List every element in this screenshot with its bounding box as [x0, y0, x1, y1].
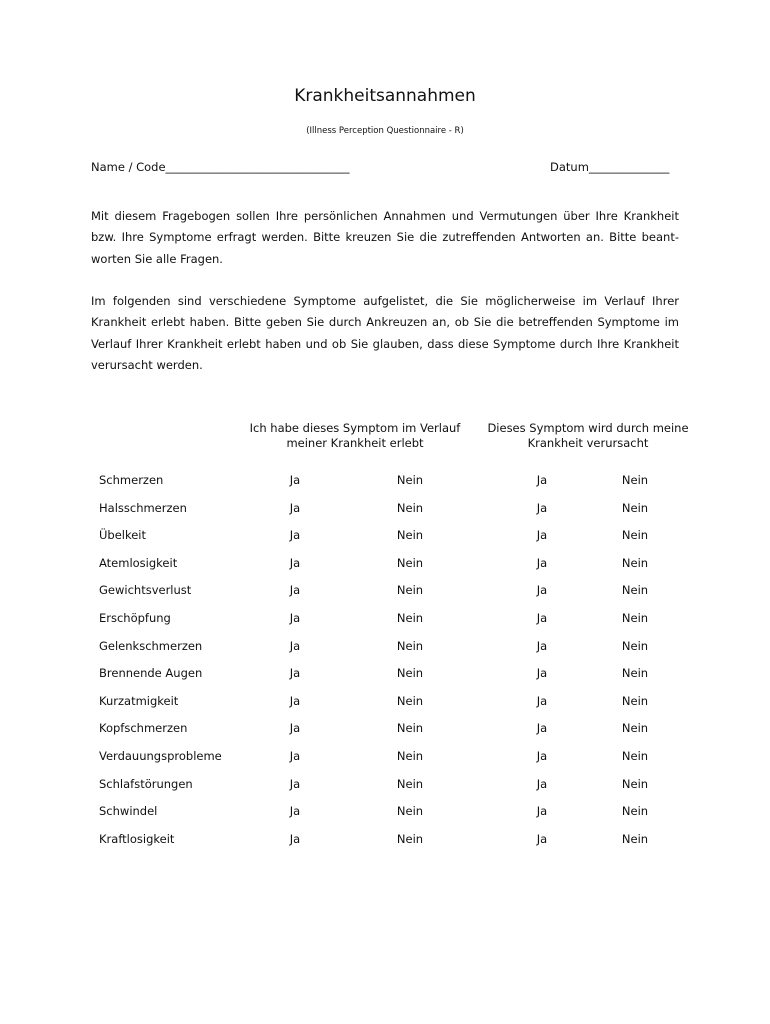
caused-by-illness-column-header: Dieses Symptom wird durch meine Krankheit verursacht: [487, 421, 689, 450]
caused-no-option[interactable]: Nein: [621, 693, 649, 708]
symptom-label: Gelenkschmerzen: [99, 638, 203, 653]
experienced-yes-option[interactable]: Ja: [289, 666, 301, 681]
table-row: [0, 501, 770, 521]
table-row: [0, 556, 770, 576]
experienced-no-option[interactable]: Nein: [396, 555, 424, 570]
instructions-paragraph: Im folgenden sind verschiedene Symptome aufgelistet, die Sie möglicherweise im Verlauf Ihrer Krankheit erlebt haben. Bitte geben Sie durch Ankreuzen an, ob Sie die betreffenden Symptome im Verlauf Ihrer Krankheit erlebt haben und ob Sie glauben, dass diese Symptome durch Ihre Krankheit verursacht werden.: [91, 294, 679, 372]
symptom-label: Kurzatmigkeit: [99, 693, 179, 708]
experienced-no-option[interactable]: Nein: [396, 500, 424, 515]
caused-yes-option[interactable]: Ja: [536, 473, 548, 487]
experienced-yes-option[interactable]: Ja: [289, 500, 301, 515]
experienced-no-option[interactable]: Nein: [396, 638, 424, 653]
symptom-label: Übelkeit: [99, 528, 147, 543]
caused-yes-option[interactable]: Ja: [536, 693, 548, 708]
symptom-label: Atemlosigkeit: [99, 555, 178, 570]
caused-yes-option[interactable]: Ja: [536, 583, 548, 598]
caused-yes-option[interactable]: Ja: [536, 638, 548, 653]
experienced-no-option[interactable]: Nein: [396, 721, 424, 736]
experienced-no-option[interactable]: Nein: [396, 666, 424, 681]
caused-yes-option[interactable]: Ja: [536, 528, 548, 543]
caused-yes-option[interactable]: Ja: [536, 611, 548, 625]
caused-yes-option[interactable]: Ja: [536, 804, 548, 819]
experienced-no-option[interactable]: Nein: [396, 804, 424, 819]
table-row: [0, 721, 770, 741]
experienced-no-option[interactable]: Nein: [396, 528, 424, 543]
experienced-yes-option[interactable]: Ja: [289, 583, 301, 598]
experienced-yes-option[interactable]: Ja: [289, 611, 301, 625]
experienced-no-option[interactable]: Nein: [396, 583, 424, 598]
symptom-label: Erschöpfung: [99, 611, 171, 625]
experienced-no-option[interactable]: Nein: [396, 831, 424, 846]
experienced-yes-option[interactable]: Ja: [289, 831, 301, 846]
table-row: [0, 749, 770, 769]
experienced-yes-option[interactable]: Ja: [289, 528, 301, 543]
caused-no-option[interactable]: Nein: [621, 776, 649, 791]
caused-yes-option[interactable]: Ja: [536, 666, 548, 681]
experienced-yes-option[interactable]: Ja: [289, 555, 301, 570]
experienced-yes-option[interactable]: Ja: [289, 693, 301, 708]
date-field[interactable]: Datum______________: [550, 160, 670, 174]
table-row: [0, 666, 770, 686]
caused-yes-option[interactable]: Ja: [536, 831, 548, 846]
intro-paragraph: Mit diesem Fragebogen sollen Ihre persönlichen Annahmen und Vermutungen über Ihre Krankheit bzw. Ihre Symptome erfragt werden. Bitte kreuzen Sie die zutreffenden Antworten an. Bitte beant-worten Sie alle Fragen.: [91, 209, 679, 266]
caused-yes-option[interactable]: Ja: [536, 555, 548, 570]
experienced-yes-option[interactable]: Ja: [289, 804, 301, 819]
document-title: Krankheitsannahmen: [294, 86, 476, 106]
document-subtitle: (Illness Perception Questionnaire - R): [306, 126, 464, 136]
caused-no-option[interactable]: Nein: [621, 583, 649, 598]
name-code-field[interactable]: Name / Code________________________________: [91, 160, 350, 174]
caused-yes-option[interactable]: Ja: [536, 721, 548, 736]
experienced-no-option[interactable]: Nein: [396, 749, 424, 763]
symptom-label: Gewichtsverlust: [99, 583, 192, 598]
caused-no-option[interactable]: Nein: [621, 749, 649, 763]
table-row: [0, 777, 770, 797]
symptom-label: Schmerzen: [99, 473, 164, 487]
caused-yes-option[interactable]: Ja: [536, 500, 548, 515]
table-row: [0, 583, 770, 603]
caused-no-option[interactable]: Nein: [621, 473, 649, 487]
caused-yes-option[interactable]: Ja: [536, 776, 548, 791]
caused-yes-option[interactable]: Ja: [536, 749, 548, 763]
experienced-no-option[interactable]: Nein: [396, 473, 424, 487]
experienced-yes-option[interactable]: Ja: [289, 721, 301, 736]
table-row: [0, 804, 770, 824]
experienced-no-option[interactable]: Nein: [396, 611, 424, 625]
caused-no-option[interactable]: Nein: [621, 611, 649, 625]
symptom-label: Schlafstörungen: [99, 776, 193, 791]
table-row: [0, 528, 770, 548]
experienced-yes-option[interactable]: Ja: [289, 638, 301, 653]
symptom-label: Halsschmerzen: [99, 500, 187, 515]
table-row: [0, 694, 770, 714]
table-row: [0, 639, 770, 659]
experienced-yes-option[interactable]: Ja: [289, 776, 301, 791]
table-row: [0, 832, 770, 852]
caused-no-option[interactable]: Nein: [621, 528, 649, 543]
table-row: [0, 611, 770, 631]
caused-no-option[interactable]: Nein: [621, 500, 649, 515]
caused-no-option[interactable]: Nein: [621, 555, 649, 570]
caused-no-option[interactable]: Nein: [621, 666, 649, 681]
symptom-label: Kopfschmerzen: [99, 721, 188, 736]
caused-no-option[interactable]: Nein: [621, 721, 649, 736]
symptom-label: Kraftlosigkeit: [99, 831, 175, 846]
experienced-no-option[interactable]: Nein: [396, 776, 424, 791]
symptom-label: Brennende Augen: [99, 666, 203, 681]
caused-no-option[interactable]: Nein: [621, 831, 649, 846]
experienced-yes-option[interactable]: Ja: [289, 473, 301, 487]
symptom-label: Schwindel: [99, 804, 158, 819]
caused-no-option[interactable]: Nein: [621, 804, 649, 819]
caused-no-option[interactable]: Nein: [621, 638, 649, 653]
symptom-label: Verdauungsprobleme: [99, 749, 222, 763]
experienced-column-header: Ich habe dieses Symptom im Verlauf meiner Krankheit erlebt: [249, 421, 461, 450]
experienced-no-option[interactable]: Nein: [396, 693, 424, 708]
experienced-yes-option[interactable]: Ja: [289, 749, 301, 763]
table-row: [0, 473, 770, 493]
